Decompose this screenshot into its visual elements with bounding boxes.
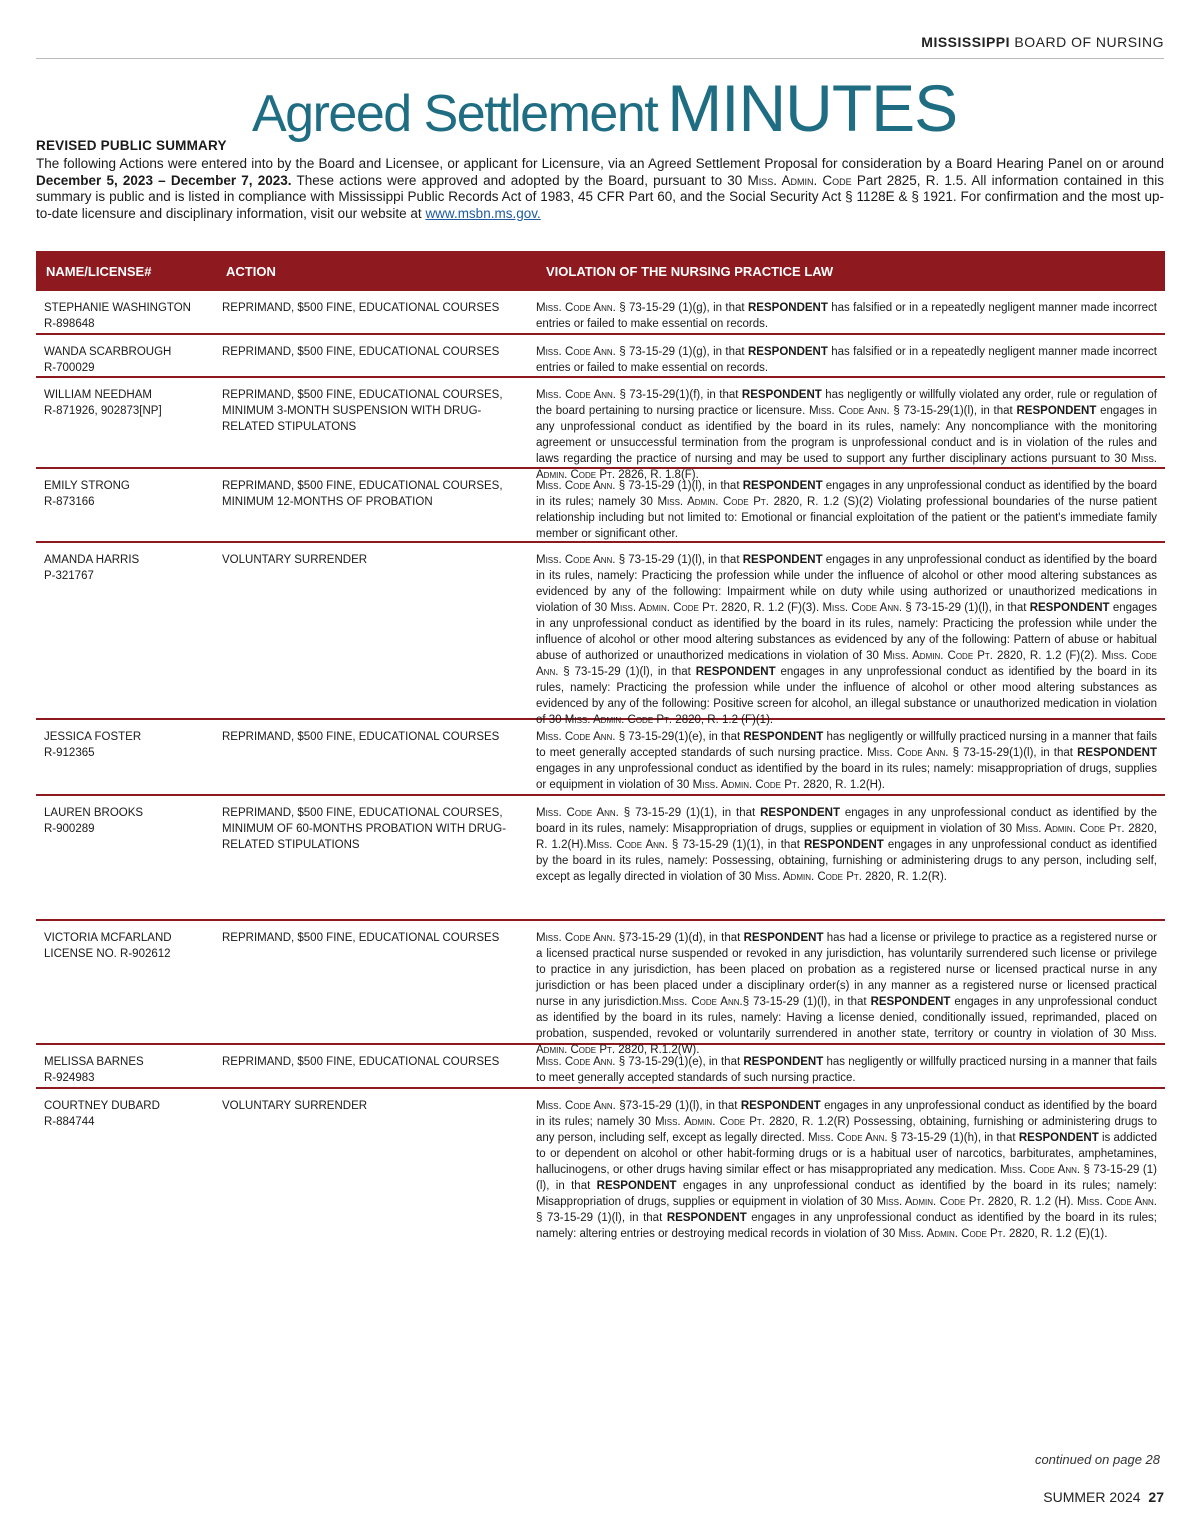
name-cell xyxy=(44,805,214,837)
license-number: R-871926, 902873[NP] xyxy=(44,405,162,417)
violation-cell: Miss. Code Ann. § 73-15-29 (1)(l), in that RESPONDENT engages in any unprofessional conduct as identified by the board in its rules; namely 30 Miss. Admin. Code Pt. 2820, R. 1.2 (S)(2) Violating professional boundaries of the nurse patient relationship including but not limited to: Emotional or financial exploitation of the patient or the patient's immediate family member or significant other. xyxy=(536,480,1157,540)
website-link[interactable]: www.msbn.ms.gov. xyxy=(425,205,541,221)
table-row xyxy=(36,469,1165,543)
brand-rest: BOARD OF NURSING xyxy=(1014,34,1164,50)
name-cell xyxy=(44,552,214,584)
issue-label: SUMMER 2024 xyxy=(1043,1489,1141,1505)
violation-cell: Miss. Code Ann. § 73-15-29(1)(e), in that RESPONDENT has negligently or willfully practiced nursing in a manner that fails to meet generally accepted standards of such nursing practice. xyxy=(536,1056,1157,1084)
page-number: 27 xyxy=(1148,1489,1164,1505)
violation-cell: Miss. Code Ann. § 73-15-29(1)(f), in that RESPONDENT has negligently or willfully violated any order, rule or regulation of the board pertaining to nursing practice or licensure. Miss. Code Ann. § 73-15-29(1)(l), in that RESPONDENT engages in any unprofessional conduct as identified by the board in its rules, namely: Any noncompliance with the monitoring agreement or unsuccessful termination from the program is unprofessional conduct and is in violation of the rules and laws regarding the practice of nursing and may be used to support any further disciplinary actions pursuant to 30 Miss. Admin. Code Pt. 2826, R. 1.8(F). xyxy=(536,389,1157,481)
table-row xyxy=(36,291,1165,335)
licensee-name: VICTORIA MCFARLAND xyxy=(44,932,172,944)
table-row xyxy=(36,796,1165,921)
licensee-name: WILLIAM NEEDHAM xyxy=(44,389,152,401)
licensee-name: MELISSA BARNES xyxy=(44,1056,144,1068)
summary-paragraph xyxy=(36,156,1164,222)
name-cell xyxy=(44,344,214,376)
license-number: R-700029 xyxy=(44,362,95,374)
license-number: P-321767 xyxy=(44,570,94,582)
license-number: R-873166 xyxy=(44,496,95,508)
license-number: R-900289 xyxy=(44,823,95,835)
summary-heading: REVISED PUBLIC SUMMARY xyxy=(36,138,227,153)
summary-text-a: The following Actions were entered into by the Board and Licensee, or applicant for Licensure, via an Agreed Settlement Proposal for consideration by a Board Hearing Panel on or around xyxy=(36,156,1164,171)
action-cell: REPRIMAND, $500 FINE, EDUCATIONAL COURSES, MINIMUM 12-MONTHS OF PROBATION xyxy=(222,480,503,508)
violation-cell: Miss. Code Ann. § 73-15-29 (1)(l), in that RESPONDENT engages in any unprofessional conduct as identified by the board in its rules, namely: Practicing the profession while under the influence of alcohol or other mood altering substances as evidenced by any of the following: Impairment while on duty while using authorized or unauthorized medications in violation of 30 Miss. Admin. Code Pt. 2820, R. 1.2 (F)(3). Miss. Code Ann. § 73-15-29 (1)(l), in that RESPONDENT engages in any unprofessional conduct as identified by the board in its rules, namely: Practicing the profession while under the influence of alcohol or other mood altering substances as evidenced by any of the following: Pattern of abuse or habitual abuse of authorized or unauthorized medications in violation of 30 Miss. Admin. Code Pt. 2820, R. 1.2 (F)(2). Miss. Code Ann. § 73-15-29 (1)(l), in that RESPONDENT engages in any unprofessional conduct as identified by the board in its rules, namely: Practicing the profession while under the influence of alcohol or other mood altering substances as evidenced by any of the following: Positive screen for alcohol, an illegal substance or unauthorized medication in violation of 30 Miss. Admin. Code Pt. 2820, R. 1.2 (F)(1). xyxy=(536,554,1157,726)
licensee-name: JESSICA FOSTER xyxy=(44,731,142,743)
violation-cell: Miss. Code Ann. § 73-15-29 (1)(g), in that RESPONDENT has falsified or in a repeatedly negligent manner made incorrect entries or failed to make essential on records. xyxy=(536,346,1157,374)
license-number: R-898648 xyxy=(44,318,95,330)
licensee-name: COURTNEY DUBARD xyxy=(44,1100,160,1112)
table-row xyxy=(36,921,1165,1056)
header-divider xyxy=(36,58,1164,59)
summary-code-ref: Miss. Admin. Code xyxy=(747,172,852,188)
title-part-2: MINUTES xyxy=(667,71,958,145)
issue-footer xyxy=(1043,1489,1164,1505)
header-name: NAME/LICENSE# xyxy=(46,264,152,279)
violation-cell: Miss. Code Ann. §73-15-29 (1)(l), in that RESPONDENT engages in any unprofessional conduct as identified by the board in its rules; namely 30 Miss. Admin. Code Pt. 2820, R. 1.2(R) Possessing, obtaining, furnishing or administering drugs to any person, including self, except as legally directed. Miss. Code Ann. § 73-15-29 (1)(h), in that RESPONDENT is addicted to or dependent on alcohol or other habit-forming drugs or is a habitual user of narcotics, barbiturates, amphetamines, hallucinogens, or other drugs having similar effect or has misappropriated any medication. Miss. Code Ann. § 73-15-29 (1)(l), in that RESPONDENT engages in any unprofessional conduct as identified by the board in its rules; namely: Misappropriation of drugs, supplies or equipment in violation of 30 Miss. Admin. Code Pt. 2820, R. 1.2 (H). Miss. Code Ann. § 73-15-29 (1)(l), in that RESPONDENT engages in any unprofessional conduct as identified by the board in its rules; namely: altering entries or destroying medical records in violation of 30 Miss. Admin. Code Pt. 2820, R. 1.2 (E)(1). xyxy=(536,1100,1157,1240)
table-header xyxy=(36,251,1165,291)
table-row xyxy=(36,1045,1165,1089)
violation-cell: Miss. Code Ann. § 73-15-29 (1)(1), in that RESPONDENT engages in any unprofessional conduct as identified by the board in its rules, namely: Misappropriation of drugs, supplies or equipment in violation of 30 Miss. Admin. Code Pt. 2820, R. 1.2(H).Miss. Code Ann. § 73-15-29 (1)(1), in that RESPONDENT engages in any unprofessional conduct as identified by the board in its rules, namely: Possessing, obtaining, furnishing or administering drugs to any person, including self, except as legally directed in violation of 30 Miss. Admin. Code Pt. 2820, R. 1.2(R). xyxy=(536,807,1158,883)
publication-brand xyxy=(921,34,1164,50)
name-cell xyxy=(44,478,214,510)
name-cell xyxy=(44,1098,214,1130)
name-cell xyxy=(44,300,214,332)
action-cell: REPRIMAND, $500 FINE, EDUCATIONAL COURSES, MINIMUM OF 60-MONTHS PROBATION WITH DRUG-RELATED STIPULATIONS xyxy=(222,807,507,851)
table-row xyxy=(36,1089,1165,1249)
name-cell xyxy=(44,1054,214,1086)
licensee-name: WANDA SCARBROUGH xyxy=(44,346,172,358)
license-number: R-884744 xyxy=(44,1116,95,1128)
license-number: R-924983 xyxy=(44,1072,95,1084)
licensee-name: LAUREN BROOKS xyxy=(44,807,144,819)
action-cell: REPRIMAND, $500 FINE, EDUCATIONAL COURSES xyxy=(222,1056,500,1068)
settlement-table xyxy=(36,291,1165,1249)
name-cell xyxy=(44,387,214,419)
page-title xyxy=(252,70,957,146)
continued-note: continued on page 28 xyxy=(1034,1452,1160,1467)
action-cell: REPRIMAND, $500 FINE, EDUCATIONAL COURSES xyxy=(222,346,500,358)
title-part-1: Agreed Settlement xyxy=(252,85,658,143)
license-number: R-912365 xyxy=(44,747,95,759)
license-number: LICENSE NO. R-902612 xyxy=(44,948,171,960)
action-cell: VOLUNTARY SURRENDER xyxy=(222,554,368,566)
action-cell: REPRIMAND, $500 FINE, EDUCATIONAL COURSES, MINIMUM 3-MONTH SUSPENSION WITH DRUG-RELATED STIPULATONS xyxy=(222,389,503,433)
violation-cell: Miss. Code Ann. § 73-15-29(1)(e), in that RESPONDENT has negligently or willfully practiced nursing in a manner that fails to meet generally accepted standards of such nursing practice. Miss. Code Ann. § 73-15-29(1)(l), in that RESPONDENT engages in any unprofessional conduct as identified by the board in its rules; namely: misappropriation of drugs, supplies or equipment in violation of 30 Miss. Admin. Code Pt. 2820, R. 1.2(H). xyxy=(536,731,1157,791)
action-cell: VOLUNTARY SURRENDER xyxy=(222,1100,368,1112)
summary-text-b: These actions were approved and adopted by the Board, pursuant to 30 xyxy=(291,172,748,188)
header-action: ACTION xyxy=(226,264,276,279)
brand-bold: MISSISSIPPI xyxy=(921,34,1011,50)
header-violation: VIOLATION OF THE NURSING PRACTICE LAW xyxy=(546,264,834,279)
violation-cell: Miss. Code Ann. § 73-15-29 (1)(g), in that RESPONDENT has falsified or in a repeatedly negligent manner made incorrect entries or failed to make essential on records. xyxy=(536,302,1157,330)
name-cell xyxy=(44,729,214,761)
summary-text-c: Part 2825, R. 1.5. All information contained in this summary is public and is listed in compliance with Mississippi Public Records Act of 1983, 45 CFR Part 60, and the Social Security Act § 1128E & § 1921. For confirmation and the most up-to-date licensure and disciplinary information, visit our website at xyxy=(36,172,1164,221)
table-row xyxy=(36,543,1165,726)
licensee-name: STEPHANIE WASHINGTON xyxy=(44,302,191,314)
name-cell xyxy=(44,930,214,962)
violation-cell: Miss. Code Ann. §73-15-29 (1)(d), in that RESPONDENT has had a license or privilege to practice as a registered nurse or a licensed practical nurse suspended or revoked in any jurisdiction, has voluntarily surrendered such license or privilege to practice in any jurisdiction, has been placed on probation as a registered nurse or licensed practical nurse in any jurisdiction or has been placed under a disciplinary order(s) in any manner as a registered nurse or licensed practical nurse in any jurisdiction.Miss. Code Ann.§ 73-15-29 (1)(l), in that RESPONDENT engages in any unprofessional conduct as identified by the board in its rules, namely: Having a license denied, conditionally issued, reprimanded, placed on probation, suspended, revoked or voluntarily surrendered in another state, territory or country in violation of 30 Miss. Admin. Code Pt. 2820, R.1.2(W). xyxy=(536,932,1157,1056)
licensee-name: AMANDA HARRIS xyxy=(44,554,140,566)
action-cell: REPRIMAND, $500 FINE, EDUCATIONAL COURSES xyxy=(222,302,500,314)
summary-dates: December 5, 2023 – December 7, 2023. xyxy=(36,172,292,188)
action-cell: REPRIMAND, $500 FINE, EDUCATIONAL COURSES xyxy=(222,731,500,743)
action-cell: REPRIMAND, $500 FINE, EDUCATIONAL COURSES xyxy=(222,932,500,944)
table-row xyxy=(36,720,1165,796)
table-row xyxy=(36,378,1165,481)
licensee-name: EMILY STRONG xyxy=(44,480,130,492)
table-row xyxy=(36,335,1165,378)
